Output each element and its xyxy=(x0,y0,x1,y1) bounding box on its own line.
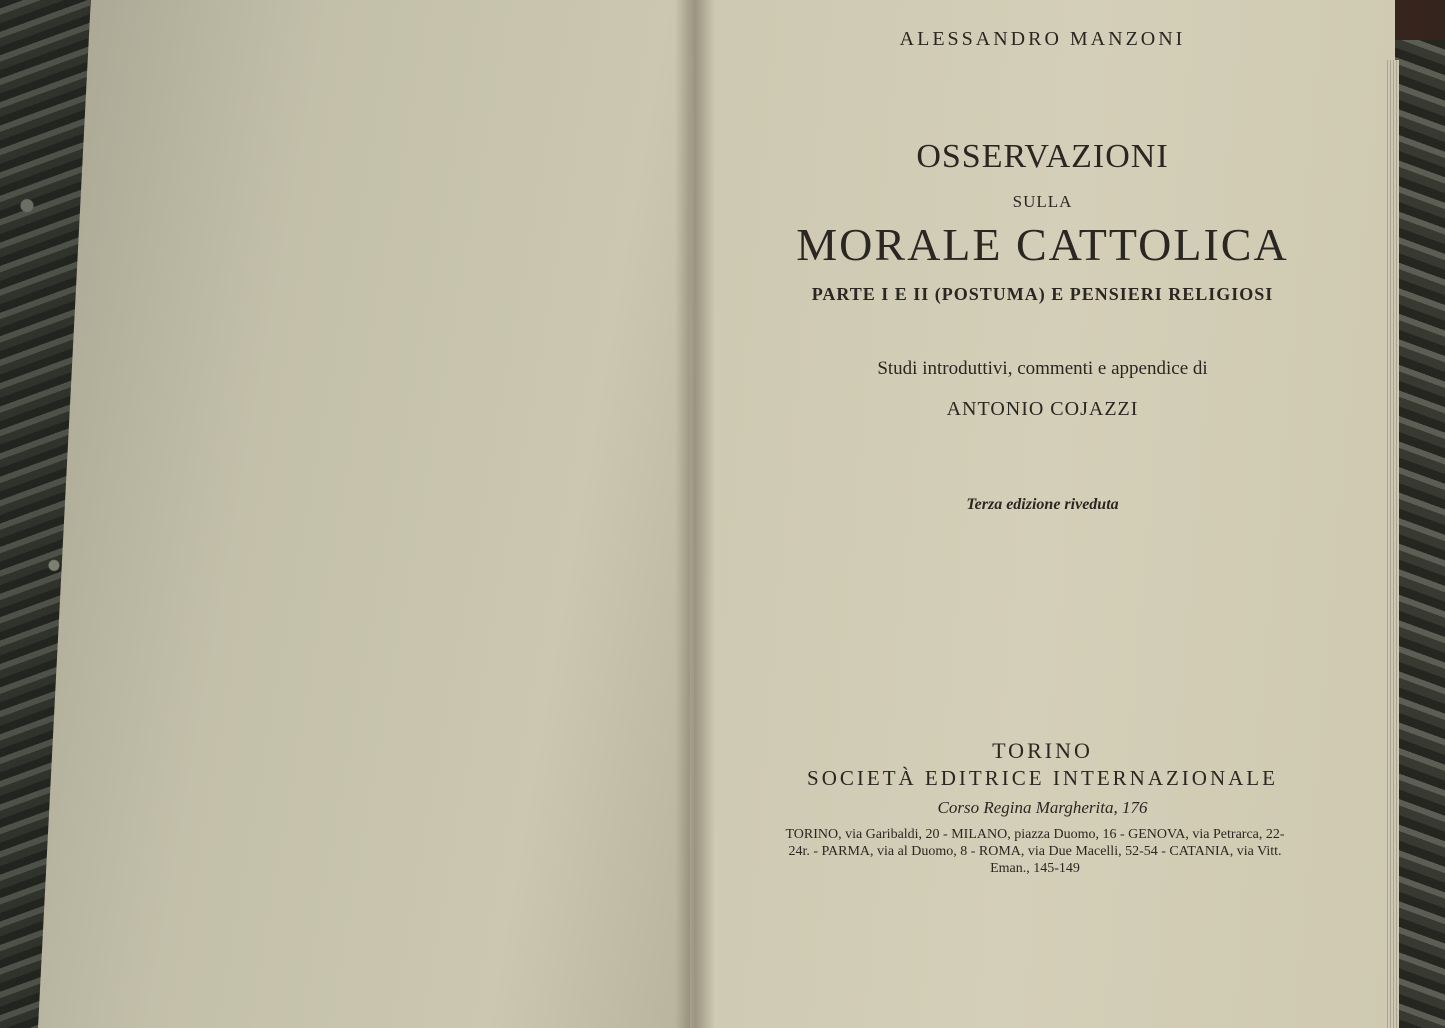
subtitle: PARTE I E II (POSTUMA) E PENSIERI RELIGIOSI xyxy=(811,284,1274,304)
title-line-3: MORALE CATTOLICA xyxy=(796,219,1289,270)
editor-name: ANTONIO COJAZZI xyxy=(946,398,1139,420)
publisher-name: SOCIETÀ EDITRICE INTERNAZIONALE xyxy=(807,766,1278,790)
title-line-2: SULLA xyxy=(1012,192,1073,211)
editor-intro: Studi introduttivi, commenti e appendice di xyxy=(877,358,1208,379)
branch-addresses: TORINO, via Garibaldi, 20 - MILANO, piazza Duomo, 16 - GENOVA, via Petrarca, 22-24r. - PARMA, via al Duomo, 8 - ROMA, via Due Macelli, 52-54 - CATANIA, via Vitt. Eman., 145-149 xyxy=(785,827,1285,876)
title-page-text xyxy=(690,0,1395,1028)
title-line-1: OSSERVAZIONI xyxy=(916,138,1169,175)
blank-left-page xyxy=(38,0,698,1028)
publisher-address: Corso Regina Margherita, 176 xyxy=(937,798,1148,817)
edition-note: Terza edizione riveduta xyxy=(966,496,1119,513)
author-name: ALESSANDRO MANZONI xyxy=(899,28,1186,50)
publisher-city: TORINO xyxy=(992,738,1093,763)
